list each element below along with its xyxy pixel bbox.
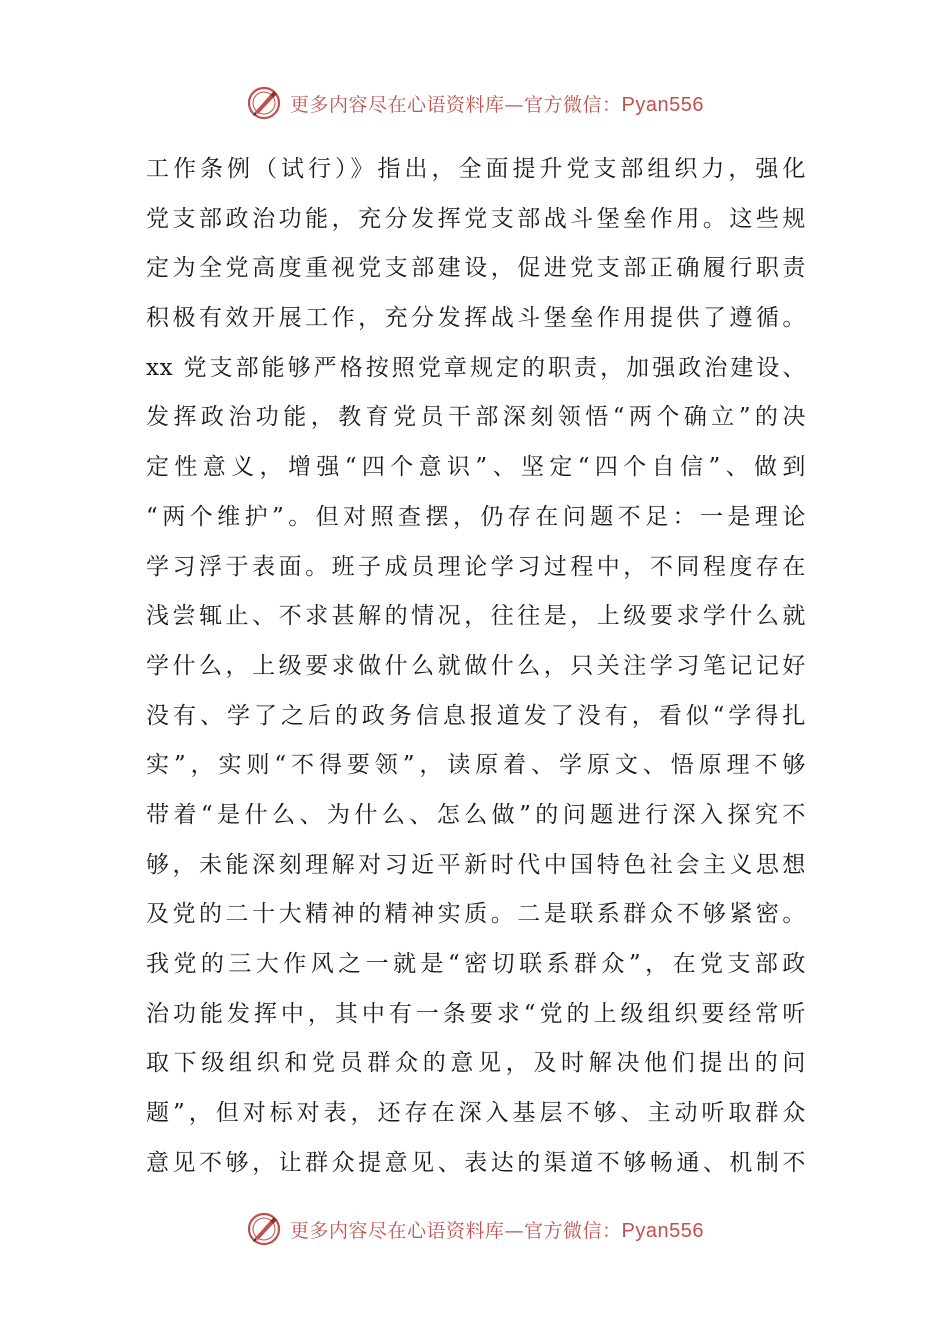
- body-line: 取下级组织和党员群众的意见，及时解决他们提出的问: [146, 1050, 806, 1077]
- header-contact-label: 官方微信：: [524, 93, 622, 116]
- body-line: 题”，但对标对表，还存在深入基层不够、主动听取群众: [146, 1100, 806, 1127]
- body-line: 学习浮于表面。班子成员理论学习过程中，不同程度存在: [146, 553, 806, 580]
- footer-contact-label: 官方微信：: [524, 1219, 622, 1242]
- document-body: [146, 145, 806, 1188]
- footer-promo: [290, 1216, 704, 1243]
- footer-handle: Pyan556: [621, 1219, 704, 1242]
- body-line: “两个维护”。但对照查摆，仍存在问题不足：一是理论: [146, 503, 806, 530]
- body-line: 我党的三大作风之一就是“密切联系群众”，在党支部政: [146, 951, 806, 977]
- pen-seal-icon: [246, 85, 282, 121]
- body-line: 带着“是什么、为什么、怎么做”的问题进行深入探究不: [146, 801, 806, 828]
- header-handle: Pyan556: [621, 93, 704, 116]
- body-line: 及党的二十大精神的精神实质。二是联系群众不够紧密。: [146, 901, 806, 928]
- body-line: 积极有效开展工作，充分发挥战斗堡垒作用提供了遵循。: [146, 305, 806, 332]
- footer-promo-text: 更多内容尽在心语资料库: [290, 1219, 505, 1242]
- body-line: 党支部政治功能，充分发挥党支部战斗堡垒作用。这些规: [146, 205, 806, 232]
- header-dash: —: [504, 93, 525, 116]
- body-line: 没有、学了之后的政务信息报道发了没有，看似“学得扎: [146, 702, 806, 729]
- body-line: xx 党支部能够严格按照党章规定的职责，加强政治建设、: [146, 354, 806, 381]
- body-line: 实”，实则“不得要领”，读原着、学原文、悟原理不够: [146, 752, 806, 779]
- footer-dash: —: [504, 1219, 525, 1242]
- body-line: 治功能发挥中，其中有一条要求“党的上级组织要经常听: [146, 1000, 806, 1027]
- body-line: 浅尝辄止、不求甚解的情况，往往是，上级要求学什么就: [146, 603, 806, 630]
- header-promo: [290, 90, 704, 117]
- footer-banner: [0, 1209, 950, 1249]
- body-line: 定性意义，增强“四个意识”、坚定“四个自信”、做到: [146, 454, 806, 481]
- header-promo-text: 更多内容尽在心语资料库: [290, 93, 505, 116]
- body-line: 发挥政治功能，教育党员干部深刻领悟“两个确立”的决: [146, 404, 806, 431]
- body-line: 意见不够，让群众提意见、表达的渠道不够畅通、机制不: [146, 1149, 806, 1176]
- pen-seal-icon: [246, 1211, 282, 1247]
- body-line: 工作条例（试行）》指出，全面提升党支部组织力，强化: [146, 156, 806, 182]
- body-line: 定为全党高度重视党支部建设，促进党支部正确履行职责: [146, 255, 806, 282]
- body-line: 够，未能深刻理解对习近平新时代中国特色社会主义思想: [146, 851, 806, 878]
- header-banner: [0, 83, 950, 123]
- body-line: 学什么，上级要求做什么就做什么，只关注学习笔记记好: [146, 652, 806, 679]
